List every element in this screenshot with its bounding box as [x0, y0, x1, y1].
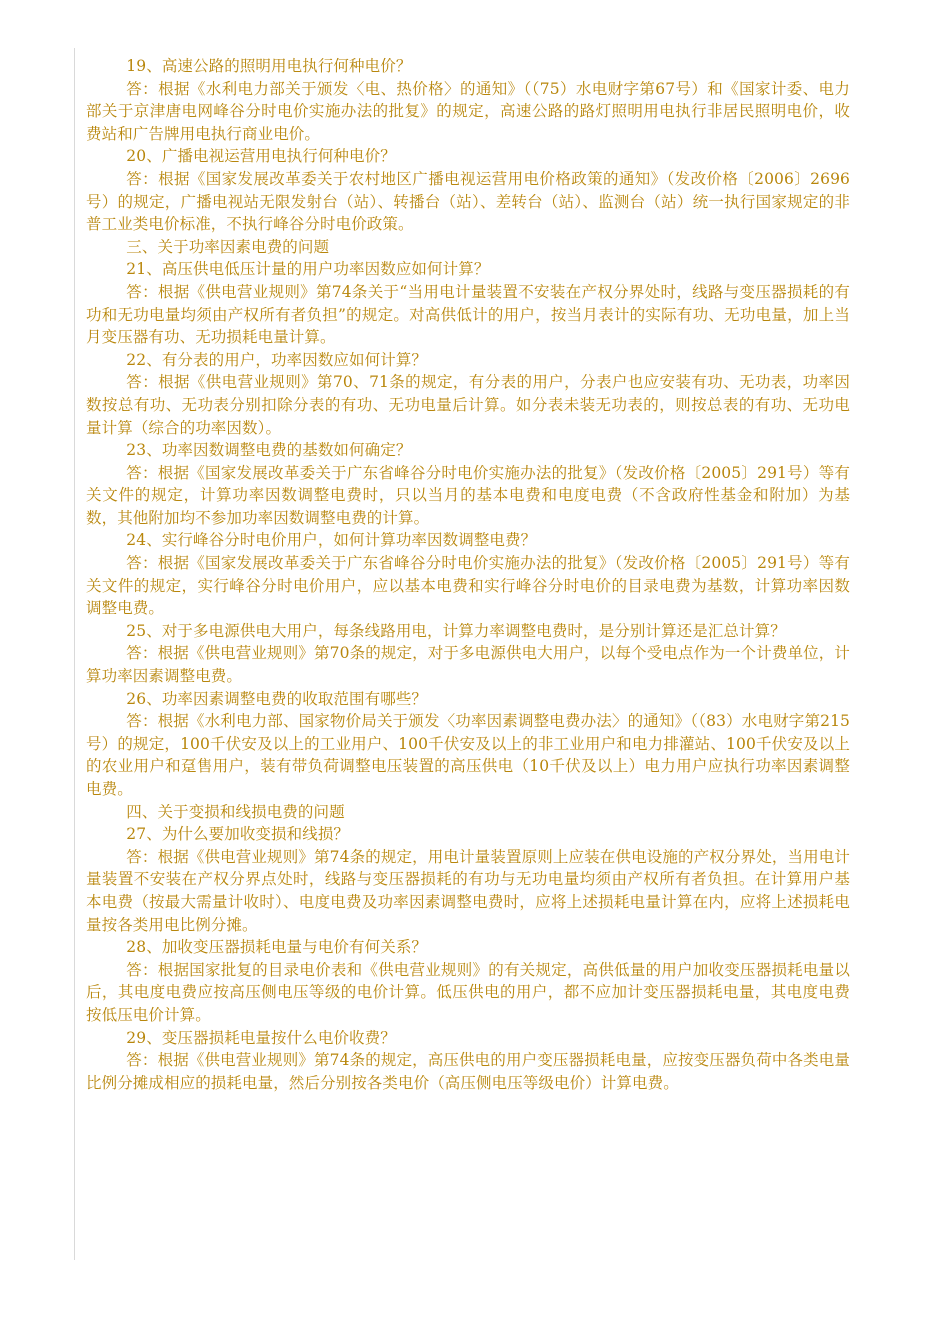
answer-28: 答：根据国家批复的目录电价表和《供电营业规则》的有关规定，高供低量的用户加收变压器损耗电量以后，其电度电费应按高压侧电压等级的电价计算。低压供电的用户，都不应加计变压器损耗电量，其电度电费按低压电价计算。	[86, 960, 850, 1024]
answer-27: 答：根据《供电营业规则》第74条的规定，用电计量装置原则上应装在供电设施的产权分界处，当用电计量装置不安装在产权分界点处时，线路与变压器损耗的有功与无功电量均须由产权所有者负担。在计算用户基本电费（按最大需量计收时）、电度电费及功率因素调整电费时，应将上述损耗电量计算在内，应将上述损耗电量按各类用电比例分摊。	[86, 847, 850, 934]
answer-20: 答：根据《国家发展改革委关于农村地区广播电视运营用电价格政策的通知》（发改价格〔2006〕2696号）的规定，广播电视站无限发射台（站）、转播台（站）、差转台（站）、监测台（站）统一执行国家规定的非普工业类电价标准，不执行峰谷分时电价政策。	[86, 169, 850, 234]
document-body	[86, 55, 850, 1094]
question-20: 20、广播电视运营用电执行何种电价？	[126, 147, 396, 166]
answer-21: 答：根据《供电营业规则》第74条关于“当用电计量装置不安装在产权分界处时，线路与变压器损耗的有功和无功电量均须由产权所有者负担”的规定。对高供低计的用户，按当月表计的实际有功、无功电量，加上当月变压器有功、无功损耗电量计算。	[86, 282, 850, 347]
answer-25: 答：根据《供电营业规则》第70条的规定，对于多电源供电大用户，以每个受电点作为一个计费单位，计算功率因素调整电费。	[86, 644, 850, 686]
answer-19: 答：根据《水利电力部关于颁发〈电、热价格〉的通知》（（75）水电财字第67号）和《国家计委、电力部关于京津唐电网峰谷分时电价实施办法的批复》的规定，高速公路的路灯照明用电执行非居民照明电价，收费站和广告牌用电执行商业电价。	[86, 79, 850, 143]
question-29: 29、变压器损耗电量按什么电价收费？	[126, 1028, 396, 1047]
question-21: 21、高压供电低压计量的用户功率因数应如何计算？	[126, 260, 490, 279]
section-heading-4: 四、关于变损和线损电费的问题	[126, 802, 345, 821]
question-28: 28、加收变压器损耗电量与电价有何关系？	[126, 938, 428, 957]
question-26: 26、功率因素调整电费的收取范围有哪些？	[126, 689, 428, 708]
question-24: 24、实行峰谷分时电价用户，如何计算功率因数调整电费？	[126, 531, 537, 550]
answer-23: 答：根据《国家发展改革委关于广东省峰谷分时电价实施办法的批复》（发改价格〔2005〕291号）等有关文件的规定，计算功率因数调整电费时，只以当月的基本电费和电度电费（不含政府性基金和附加）为基数，其他附加均不参加功率因数调整电费的计算。	[86, 463, 850, 527]
answer-24: 答：根据《国家发展改革委关于广东省峰谷分时电价实施办法的批复》（发改价格〔2005〕291号）等有关文件的规定，实行峰谷分时电价用户，应以基本电费和实行峰谷分时电价的目录电费为基数，计算功率因数调整电费。	[86, 554, 850, 618]
page-margin-rule	[74, 48, 75, 1260]
answer-22: 答：根据《供电营业规则》第70、71条的规定，有分表的用户，分表户也应安装有功、无功表，功率因数按总有功、无功表分别扣除分表的有功、无功电量后计算。如分表未装无功表的，则按总表的有功、无功电量计算（综合的功率因数）。	[86, 373, 850, 437]
question-23: 23、功率因数调整电费的基数如何确定？	[126, 441, 412, 460]
question-22: 22、有分表的用户，功率因数应如何计算？	[126, 350, 428, 369]
question-25: 25、对于多电源供电大用户，每条线路用电，计算力率调整电费时，是分别计算还是汇总计算？	[126, 621, 786, 640]
section-heading-3: 三、关于功率因素电费的问题	[126, 237, 330, 256]
answer-29: 答：根据《供电营业规则》第74条的规定，高压供电的用户变压器损耗电量，应按变压器负荷中各类电量比例分摊成相应的损耗电量，然后分别按各类电价（高压侧电压等级电价）计算电费。	[86, 1051, 850, 1092]
question-27: 27、为什么要加收变损和线损？	[126, 825, 350, 844]
answer-26: 答：根据《水利电力部、国家物价局关于颁发〈功率因素调整电费办法〉的通知》（（83）水电财字第215号）的规定，100千伏安及以上的工业用户、100千伏安及以上的非工业用户和电力排灌站、100千伏安及以上的农业用户和趸售用户，装有带负荷调整电压装置的高压供电（10千伏及以上）电力用户应执行功率因素调整电费。	[86, 712, 850, 798]
question-19: 19、高速公路的照明用电执行何种电价？	[126, 57, 412, 75]
